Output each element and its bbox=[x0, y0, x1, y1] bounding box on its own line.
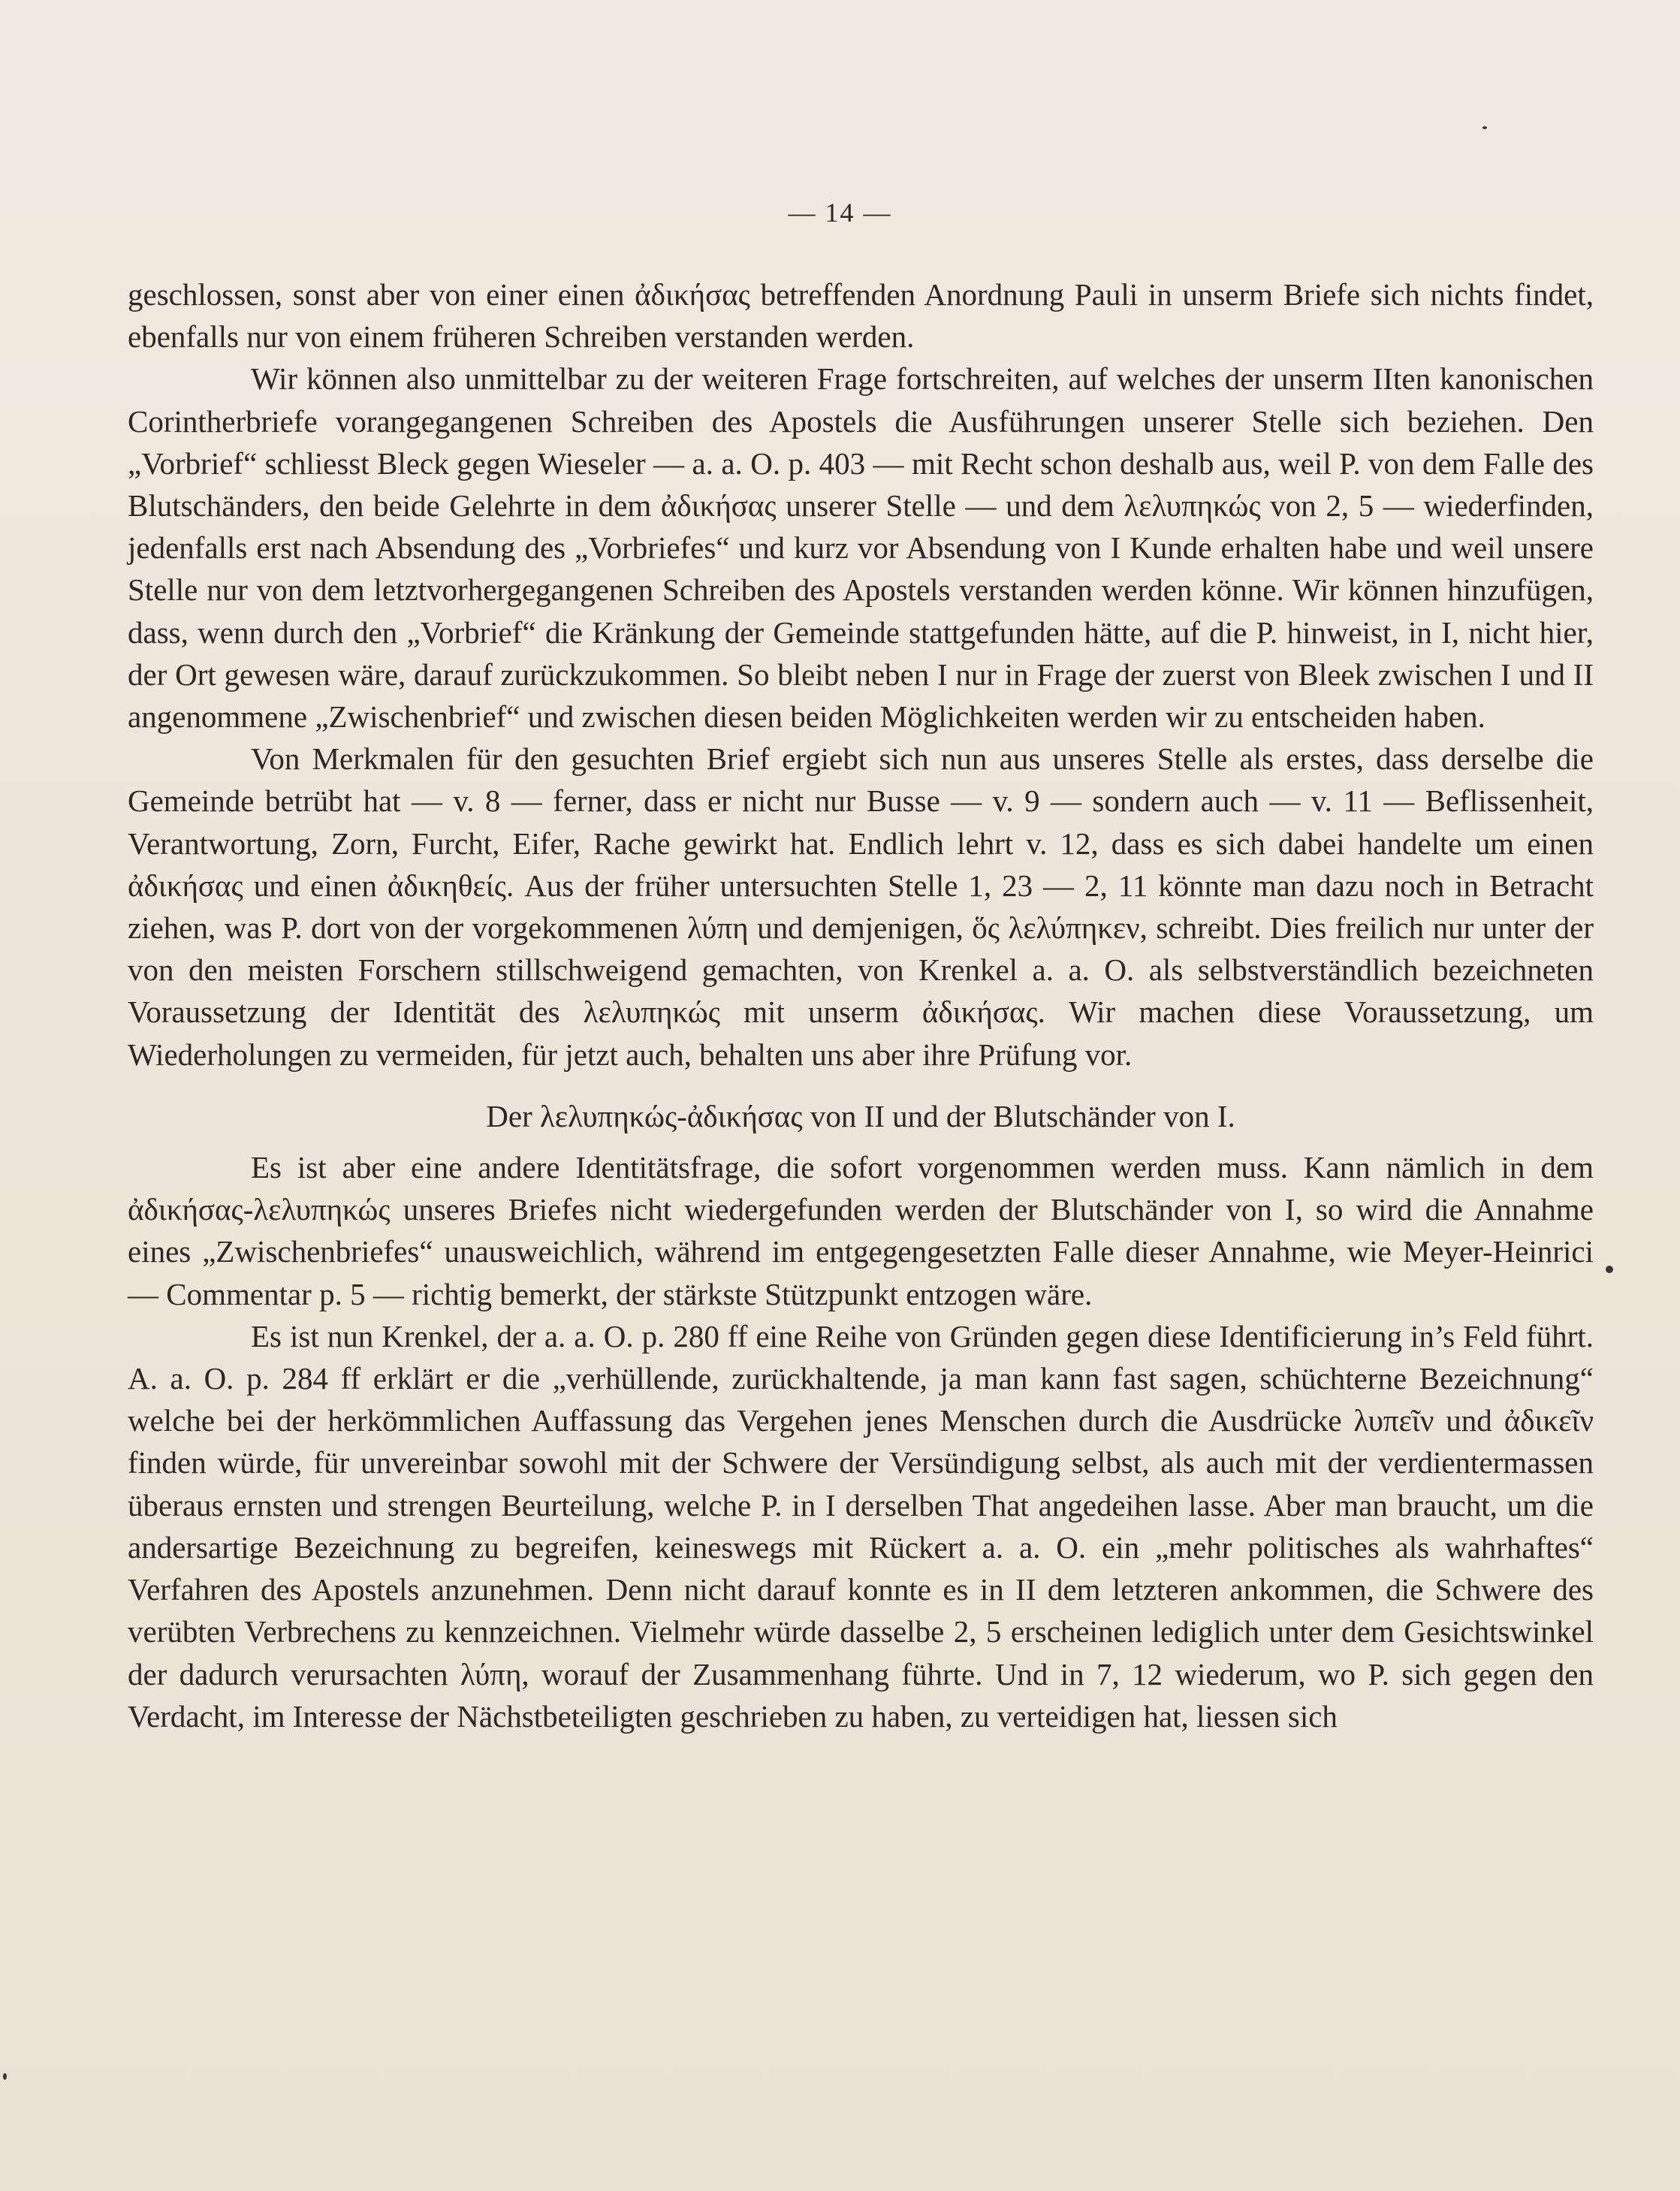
paragraph: Es ist nun Krenkel, der a. a. O. p. 280 ff eine Reihe von Gründen gegen diese Identificierung in’s Feld führt. A. a. O. p. 284 ff erklärt er die „verhüllende, zurückhaltende, ja man kann fast sagen, schüchterne Bezeichnung“ welche bei der herkömmlichen Auffassung das Vergehen jenes Menschen durch die Ausdrücke λυπεῖν und ἀδικεῖν finden würde, für unvereinbar sowohl mit der Schwere der Versündigung selbst, als auch mit der verdientermassen überaus ernsten und strengen Beurteilung, welche P. in I derselben That angedeihen lasse. Aber man braucht, um die andersartige Bezeichnung zu begreifen, keineswegs mit Rückert a. a. O. ein „mehr politisches als wahrhaftes“ Verfahren des Apostels anzunehmen. Denn nicht darauf konnte es in II dem letzteren ankommen, die Schwere des verübten Verbrechens zu kennzeichnen. Vielmehr würde dasselbe 2, 5 erscheinen lediglich unter dem Gesichtswinkel der dadurch verursachten λύπη, worauf der Zusammenhang führte. Und in 7, 12 wiederum, wo P. sich gegen den Verdacht, im Interesse der Nächstbeteiligten geschrieben zu haben, zu verteidigen hat, liessen sich bbox=[128, 1318, 1594, 1734]
ink-speck bbox=[1482, 126, 1487, 129]
body-text bbox=[128, 273, 1594, 1737]
paragraph-continuation: geschlossen, sonst aber von einer einen ἀδικήσας betreffenden Anordnung Pauli in unserm Briefe sich nichts findet, ebenfalls nur von einem früheren Schreiben verstanden werden. bbox=[128, 277, 1594, 355]
paragraph: Es ist aber eine andere Identitätsfrage, die sofort vorgenommen werden muss. Kann nämlich in dem ἀδικήσας-λελυπηκώς unseres Briefes nicht wiedergefunden werden der Blutschänder von I, so wird die Annahme eines „Zwischenbriefes“ unausweichlich, während im entgegengesetzten Falle dieser Annahme, wie Meyer-Heinrici — Commentar p. 5 — richtig bemerkt, der stärkste Stützpunkt entzogen wäre. bbox=[128, 1150, 1594, 1311]
paragraph: Wir können also unmittelbar zu der weiteren Frage fortschreiten, auf welches der unserm IIten kanonischen Corintherbriefe vorangegangenen Schreiben des Apostels die Ausführungen unserer Stelle sich beziehen. Den „Vorbrief“ schliesst Bleck gegen Wieseler — a. a. O. p. 403 — mit Recht schon deshalb aus, weil P. von dem Falle des Blutschänders, den beide Gelehrte in dem ἀδικήσας unserer Stelle — und dem λελυπηκώς von 2, 5 — wiederfinden, jedenfalls erst nach Absendung des „Vorbriefes“ und kurz vor Absendung von I Kunde erhalten habe und weil unsere Stelle nur von dem letztvorhergegangenen Schreiben des Apostels verstanden werden könne. Wir können hinzufügen, dass, wenn durch den „Vorbrief“ die Kränkung der Gemeinde stattgefunden hätte, auf die P. hinweist, in I, nicht hier, der Ort gewesen wäre, darauf zurückzukommen. So bleibt neben I nur in Frage der zuerst von Bleek zwischen I und II angenommene „Zwischenbrief“ und zwischen diesen beiden Möglichkeiten werden wir zu entscheiden haben. bbox=[128, 361, 1594, 735]
ink-speck bbox=[1606, 1266, 1613, 1273]
paragraph: Von Merkmalen für den gesuchten Brief ergiebt sich nun aus unseres Stelle als erstes, dass derselbe die Gemeinde betrübt hat — v. 8 — ferner, dass er nicht nur Busse — v. 9 — sondern auch — v. 11 — Beflissenheit, Verantwortung, Zorn, Furcht, Eifer, Rache gewirkt hat. Endlich lehrt v. 12, dass es sich dabei handelte um einen ἀδικήσας und einen ἀδικηθείς. Aus der früher untersuchten Stelle 1, 23 — 2, 11 könnte man dazu noch in Betracht ziehen, was P. dort von der vorgekommenen λύπη und demjenigen, ὅς λελύπηκεν, schreibt. Dies freilich nur unter der von den meisten Forschern stillschweigend gemachten, von Krenkel a. a. O. als selbstverständlich bezeichneten Voraussetzung der Identität des λελυπηκώς mit unserm ἀδικήσας. Wir machen diese Voraussetzung, um Wiederholungen zu vermeiden, für jetzt auch, behalten uns aber ihre Prüfung vor. bbox=[128, 741, 1594, 1072]
page-number: — 14 — bbox=[788, 198, 892, 228]
section-heading: Der λελυπηκώς-ἀδικήσας von II und der Blutschänder von I. bbox=[486, 1098, 1235, 1133]
ink-speck bbox=[3, 2073, 7, 2080]
